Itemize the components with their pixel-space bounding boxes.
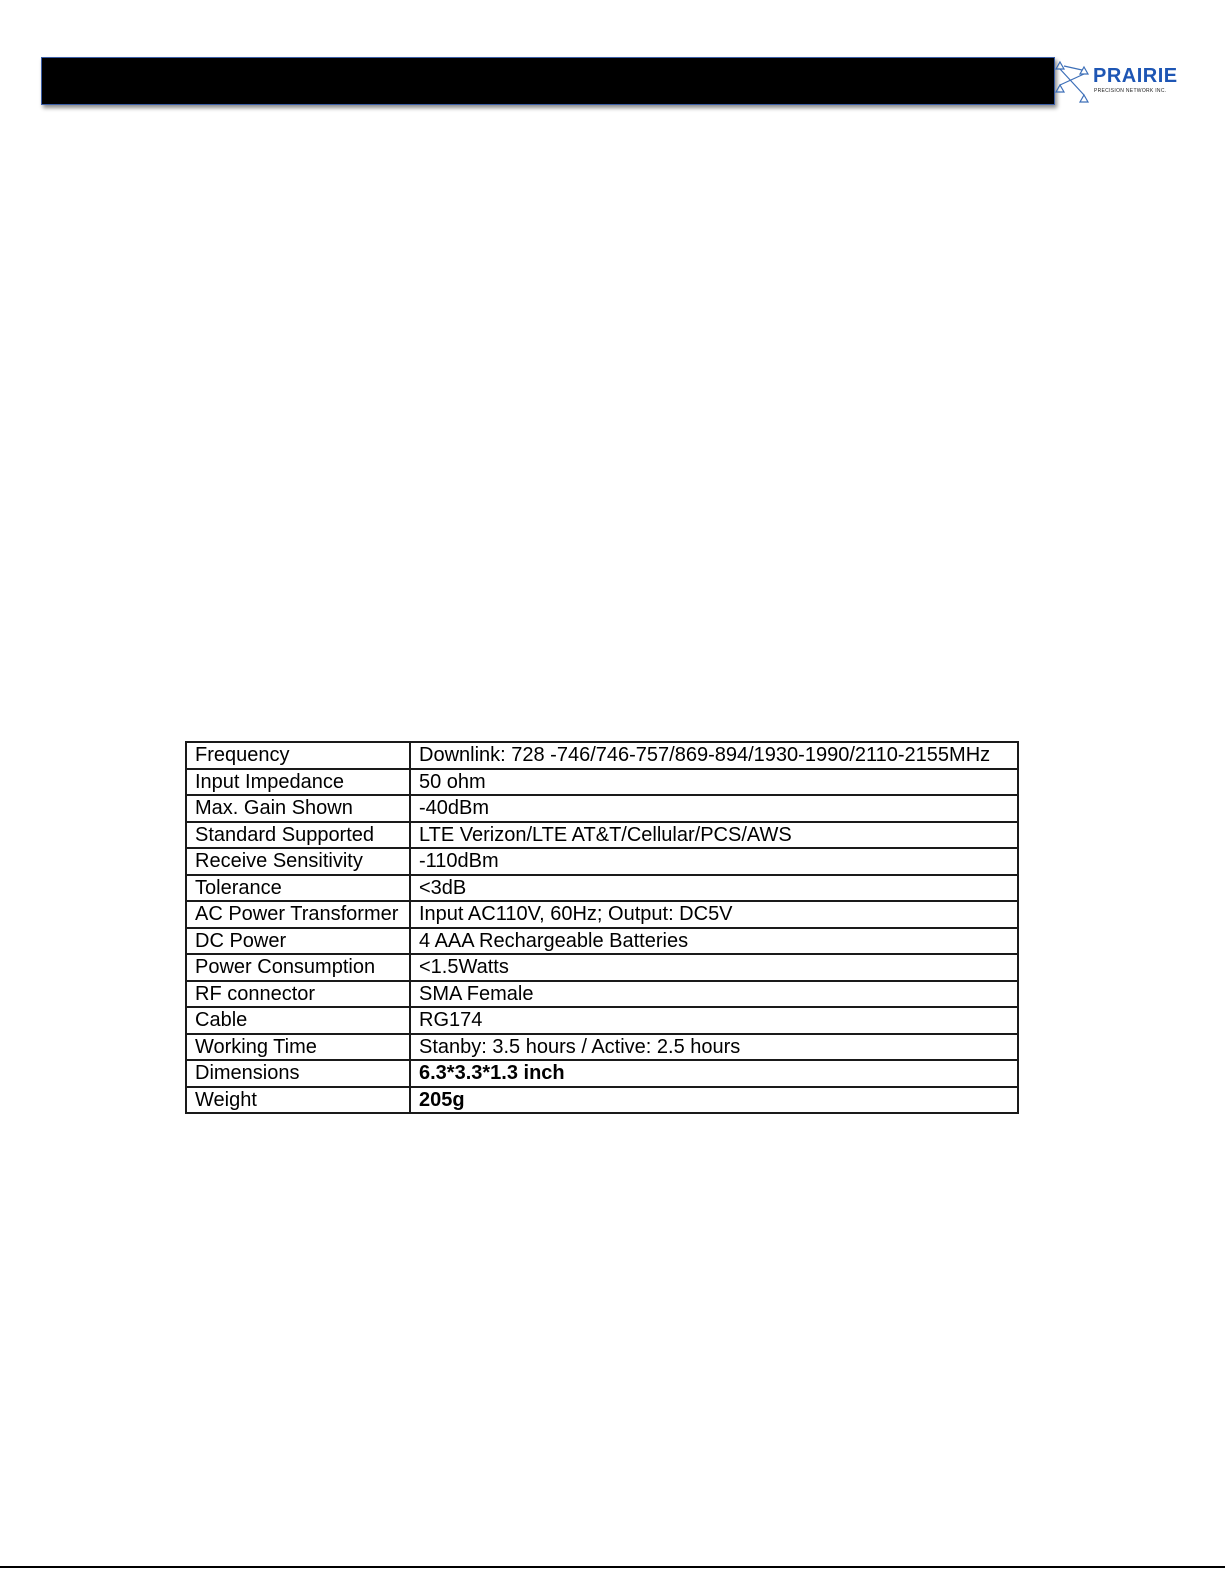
header-bar <box>41 57 1055 105</box>
spec-value: 6.3*3.3*1.3 inch <box>410 1060 1018 1087</box>
table-row <box>186 928 1018 955</box>
spec-label: AC Power Transformer <box>186 901 410 928</box>
spec-label: Dimensions <box>186 1060 410 1087</box>
table-row <box>186 1007 1018 1034</box>
spec-value: Input AC110V, 60Hz; Output: DC5V <box>410 901 1018 928</box>
spec-label: Max. Gain Shown <box>186 795 410 822</box>
spec-value: -40dBm <box>410 795 1018 822</box>
spec-value: 205g <box>410 1087 1018 1114</box>
logo-subtitle: PRECISION NETWORK INC. <box>1094 88 1167 94</box>
spec-value: <1.5Watts <box>410 954 1018 981</box>
table-row <box>186 901 1018 928</box>
spec-value: Downlink: 728 -746/746-757/869-894/1930-1990/2110-2155MHz <box>410 742 1018 769</box>
spec-value: 4 AAA Rechargeable Batteries <box>410 928 1018 955</box>
table-row <box>186 954 1018 981</box>
table-row <box>186 1060 1018 1087</box>
spec-label: Input Impedance <box>186 769 410 796</box>
spec-label: Receive Sensitivity <box>186 848 410 875</box>
spec-label: Frequency <box>186 742 410 769</box>
spec-value: LTE Verizon/LTE AT&T/Cellular/PCS/AWS <box>410 822 1018 849</box>
logo-wordmark: PRAIRIE <box>1093 65 1178 87</box>
spec-value: SMA Female <box>410 981 1018 1008</box>
table-row <box>186 822 1018 849</box>
page-bottom-rule <box>0 1566 1225 1568</box>
spec-label: Working Time <box>186 1034 410 1061</box>
table-row <box>186 848 1018 875</box>
table-row <box>186 875 1018 902</box>
spec-value: -110dBm <box>410 848 1018 875</box>
table-row <box>186 795 1018 822</box>
spec-value: <3dB <box>410 875 1018 902</box>
spec-label: Standard Supported <box>186 822 410 849</box>
spec-label: Tolerance <box>186 875 410 902</box>
spec-value: 50 ohm <box>410 769 1018 796</box>
table-row <box>186 1087 1018 1114</box>
spec-label: Cable <box>186 1007 410 1034</box>
spec-value: Stanby: 3.5 hours / Active: 2.5 hours <box>410 1034 1018 1061</box>
spec-value: RG174 <box>410 1007 1018 1034</box>
spec-label: RF connector <box>186 981 410 1008</box>
spec-label: Power Consumption <box>186 954 410 981</box>
spec-label: DC Power <box>186 928 410 955</box>
table-row <box>186 742 1018 769</box>
table-row <box>186 1034 1018 1061</box>
company-logo <box>1054 60 1204 106</box>
table-row <box>186 981 1018 1008</box>
table-row <box>186 769 1018 796</box>
specification-table <box>185 741 1019 1114</box>
spec-label: Weight <box>186 1087 410 1114</box>
network-triangles-icon <box>1054 60 1094 106</box>
